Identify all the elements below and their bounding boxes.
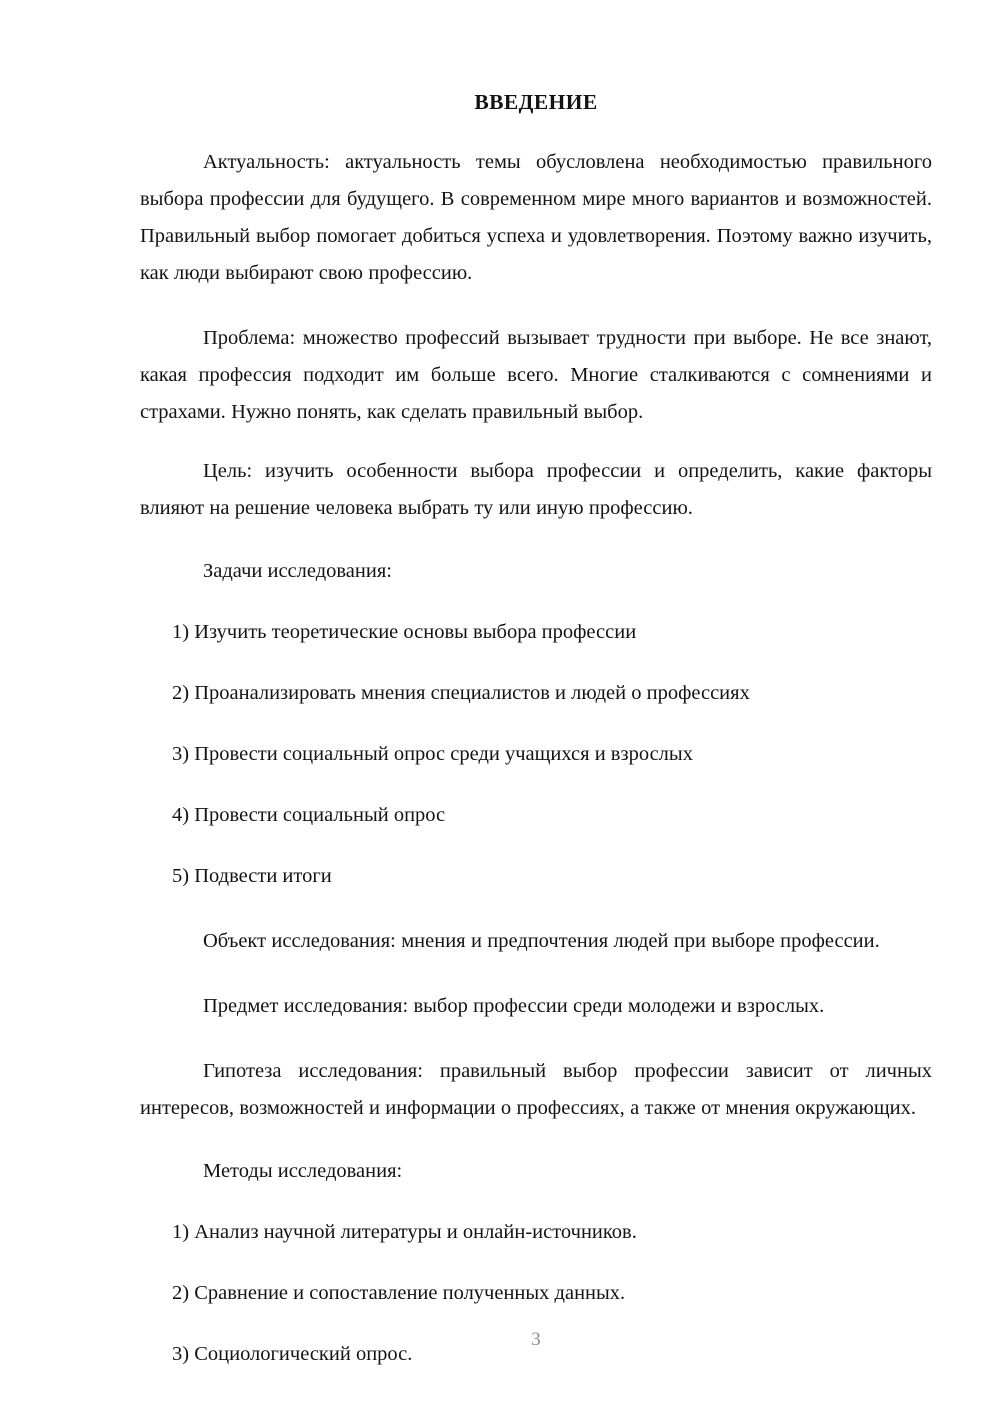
page-title: ВВЕДЕНИЕ [474,90,598,114]
list-item [140,834,932,895]
paragraph-relevance: Актуальность: актуальность темы обусловлена необходимостью правильного выбора профессии для будущего. В современном мире много вариантов и возможностей. Правильный выбор помогает добиться успеха и удовлетворения. Поэтому важно изучить, как люди выбирают свою профессию. [140,150,932,284]
heading-tasks: Задачи исследования: [203,559,392,582]
list-item-label: Провести социальный опрос среди учащихся и взрослых [194,742,693,765]
page-number: 3 [531,1329,541,1350]
list-item [140,773,932,834]
list-item-label: Подвести итоги [194,864,332,887]
page-content [140,0,932,1373]
list-marker: 5) [172,864,195,887]
paragraph-goal: Цель: изучить особенности выбора профессии и определить, какие факторы влияют на решение человека выбрать ту или иную профессию. [140,459,932,519]
paragraph-problem: Проблема: множество профессий вызывает трудности при выборе. Не все знают, какая профессия подходит им больше всего. Многие сталкиваются с сомнениями и страхами. Нужно понять, как сделать правильный выбор. [140,326,932,423]
list-marker: 1) [172,620,195,643]
list-marker: 2) [172,681,195,704]
list-item-label: Социологический опрос. [194,1342,413,1365]
list-item [140,1251,932,1312]
list-marker: 2) [172,1281,195,1304]
list-item-label: Проанализировать мнения специалистов и людей о профессиях [194,681,750,704]
list-marker: 1) [172,1220,195,1243]
tasks-list [140,590,932,895]
list-item [140,590,932,651]
paragraph-subject: Предмет исследования: выбор профессии среди молодежи и взрослых. [203,994,825,1017]
list-item-label: Провести социальный опрос [194,803,446,826]
list-item [140,712,932,773]
heading-methods: Методы исследования: [203,1159,403,1182]
list-item [140,651,932,712]
list-marker: 4) [172,803,195,826]
list-item-label: Анализ научной литературы и онлайн-источников. [194,1220,637,1243]
list-item-label: Изучить теоретические основы выбора профессии [194,620,637,643]
list-item-label: Сравнение и сопоставление полученных данных. [194,1281,626,1304]
list-marker: 3) [172,1342,195,1365]
paragraph-hypothesis: Гипотеза исследования: правильный выбор профессии зависит от личных интересов, возможностей и информации о профессиях, а также от мнения окружающих. [140,1059,932,1119]
paragraph-object: Объект исследования: мнения и предпочтения людей при выборе профессии. [203,929,880,952]
list-marker: 3) [172,742,195,765]
list-item [140,1190,932,1251]
